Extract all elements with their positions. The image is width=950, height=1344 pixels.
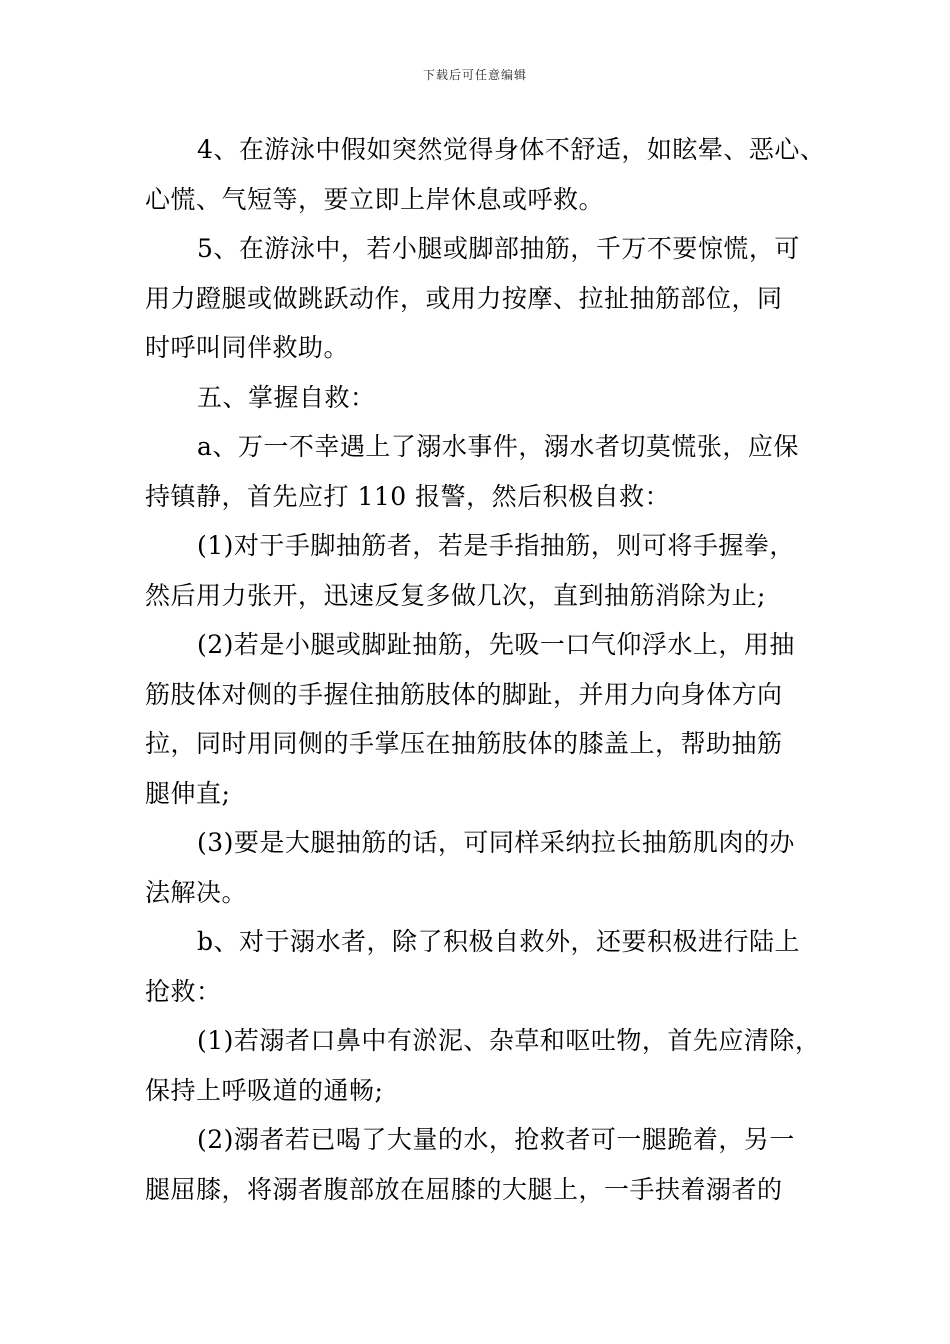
- text-line: (2)溺者若已喝了大量的水，抢救者可一腿跪着，另一: [197, 1125, 795, 1154]
- text-line: (1)若溺者口鼻中有淤泥、杂草和呕吐物，首先应清除，: [197, 1026, 821, 1055]
- text-line: 抢救：: [145, 976, 222, 1006]
- text-line: 然后用力张开，迅速反复多做几次，直到抽筋消除为止;: [145, 580, 766, 610]
- text-line: 五、掌握自救：: [197, 382, 376, 412]
- body-text: [145, 125, 826, 1214]
- text-line: 持镇静，首先应打 110 报警，然后积极自救：: [145, 481, 671, 511]
- text-line: (3)要是大腿抽筋的话，可同样采纳拉长抽筋肌肉的办: [197, 828, 795, 857]
- text-line: 用力蹬腿或做跳跃动作，或用力按摩、拉扯抽筋部位，同: [145, 283, 783, 313]
- text-line: 心慌、气短等，要立即上岸休息或呼救。: [145, 184, 605, 214]
- text-line: 5、在游泳中，若小腿或脚部抽筋，千万不要惊慌，可: [197, 234, 800, 263]
- text-line: 筋肢体对侧的手握住抽筋肢体的脚趾，并用力向身体方向: [145, 679, 783, 709]
- text-line: b、对于溺水者，除了积极自救外，还要积极进行陆上: [197, 927, 801, 956]
- text-line: 拉，同时用同侧的手掌压在抽筋肢体的膝盖上，帮助抽筋: [145, 729, 783, 758]
- header-note: 下载后可任意编辑: [422, 68, 527, 82]
- text-line: (1)对于手脚抽筋者，若是手指抽筋，则可将手握拳，: [197, 531, 795, 560]
- text-line: 腿伸直;: [145, 778, 231, 808]
- text-line: 法解决。: [145, 877, 248, 907]
- text-line: 保持上呼吸道的通畅;: [145, 1075, 384, 1105]
- text-line: (2)若是小腿或脚趾抽筋，先吸一口气仰浮水上，用抽: [197, 630, 795, 659]
- text-line: 腿屈膝，将溺者腹部放在屈膝的大腿上，一手扶着溺者的: [145, 1174, 783, 1204]
- text-line: 4、在游泳中假如突然觉得身体不舒适，如眩晕、恶心、: [197, 135, 826, 164]
- text-line: 时呼叫同伴救助。: [145, 333, 350, 362]
- text-line: a、万一不幸遇上了溺水事件，溺水者切莫慌张，应保: [197, 432, 799, 461]
